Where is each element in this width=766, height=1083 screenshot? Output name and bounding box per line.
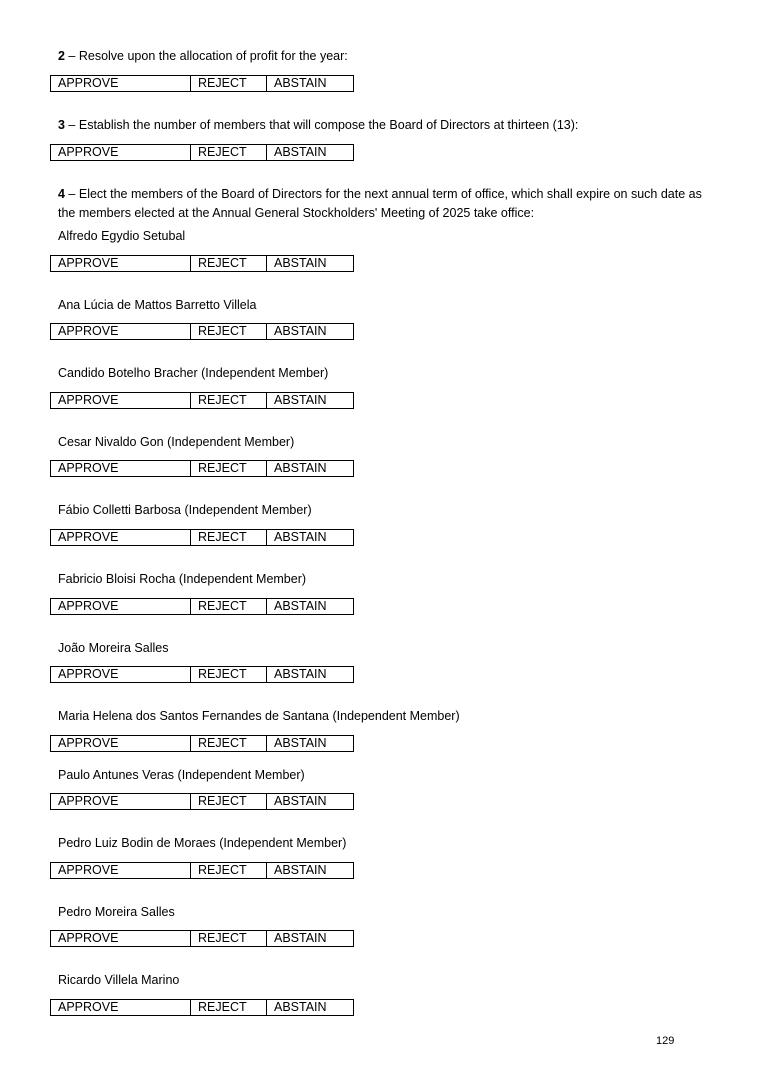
vote-box-candidate — [50, 323, 354, 340]
approve-option[interactable]: APPROVE — [51, 1000, 191, 1015]
candidate-name: João Moreira Salles — [58, 641, 169, 655]
candidate-name: Cesar Nivaldo Gon (Independent Member) — [58, 435, 295, 449]
vote-box-item-3 — [50, 144, 354, 161]
abstain-option[interactable]: ABSTAIN — [274, 1000, 327, 1014]
page-number: 129 — [656, 1035, 675, 1047]
approve-option[interactable]: APPROVE — [51, 256, 191, 271]
vote-box-candidate — [50, 529, 354, 546]
reject-option[interactable]: REJECT — [191, 667, 267, 682]
abstain-option[interactable]: ABSTAIN — [274, 863, 327, 877]
abstain-option[interactable]: ABSTAIN — [274, 256, 327, 270]
approve-option[interactable]: APPROVE — [51, 145, 191, 160]
approve-option[interactable]: APPROVE — [51, 76, 191, 91]
abstain-option[interactable]: ABSTAIN — [274, 145, 327, 159]
item-4-text: – Elect the members of the Board of Directors for the next annual term of office, which shall expire on such date as the members elected at the Annual General Stockholders' Meeting of 2025 take office: — [58, 187, 702, 220]
abstain-option[interactable]: ABSTAIN — [274, 324, 327, 338]
reject-option[interactable]: REJECT — [191, 530, 267, 545]
vote-box-candidate — [50, 999, 354, 1016]
item-3-heading — [58, 117, 578, 133]
item-2-text: – Resolve upon the allocation of profit for the year: — [64, 49, 348, 63]
reject-option[interactable]: REJECT — [191, 736, 267, 751]
vote-box-candidate — [50, 255, 354, 272]
candidate-name: Alfredo Egydio Setubal — [58, 229, 186, 243]
approve-option[interactable]: APPROVE — [51, 667, 191, 682]
candidate-name: Maria Helena dos Santos Fernandes de Santana (Independent Member) — [58, 709, 460, 723]
approve-option[interactable]: APPROVE — [51, 794, 191, 809]
vote-box-candidate — [50, 930, 354, 947]
candidate-name: Fabricio Bloisi Rocha (Independent Member) — [58, 572, 307, 586]
candidate-name: Ana Lúcia de Mattos Barretto Villela — [58, 298, 257, 312]
reject-option[interactable]: REJECT — [191, 145, 267, 160]
reject-option[interactable]: REJECT — [191, 393, 267, 408]
vote-box-candidate — [50, 735, 354, 752]
approve-option[interactable]: APPROVE — [51, 863, 191, 878]
candidate-name: Candido Botelho Bracher (Independent Member) — [58, 366, 329, 380]
candidate-name: Pedro Moreira Salles — [58, 905, 175, 919]
reject-option[interactable]: REJECT — [191, 256, 267, 271]
reject-option[interactable]: REJECT — [191, 863, 267, 878]
abstain-option[interactable]: ABSTAIN — [274, 794, 327, 808]
vote-box-candidate — [50, 598, 354, 615]
candidate-name: Pedro Luiz Bodin de Moraes (Independent Member) — [58, 836, 347, 850]
abstain-option[interactable]: ABSTAIN — [274, 931, 327, 945]
approve-option[interactable]: APPROVE — [51, 530, 191, 545]
approve-option[interactable]: APPROVE — [51, 599, 191, 614]
vote-box-item-2 — [50, 75, 354, 92]
abstain-option[interactable]: ABSTAIN — [274, 667, 327, 681]
item-4-number: 4 — [58, 187, 65, 201]
item-4-heading — [58, 185, 718, 223]
candidate-name: Ricardo Villela Marino — [58, 973, 180, 987]
reject-option[interactable]: REJECT — [191, 324, 267, 339]
candidate-name: Paulo Antunes Veras (Independent Member) — [58, 768, 305, 782]
candidate-name: Fábio Colletti Barbosa (Independent Member) — [58, 503, 312, 517]
item-2-heading — [58, 48, 348, 64]
approve-option[interactable]: APPROVE — [51, 931, 191, 946]
reject-option[interactable]: REJECT — [191, 794, 267, 809]
vote-box-candidate — [50, 666, 354, 683]
approve-option[interactable]: APPROVE — [51, 393, 191, 408]
abstain-option[interactable]: ABSTAIN — [274, 530, 327, 544]
reject-option[interactable]: REJECT — [191, 461, 267, 476]
abstain-option[interactable]: ABSTAIN — [274, 736, 327, 750]
approve-option[interactable]: APPROVE — [51, 461, 191, 476]
vote-box-candidate — [50, 460, 354, 477]
approve-option[interactable]: APPROVE — [51, 324, 191, 339]
abstain-option[interactable]: ABSTAIN — [274, 76, 327, 90]
item-3-number: 3 — [58, 118, 65, 132]
reject-option[interactable]: REJECT — [191, 599, 267, 614]
reject-option[interactable]: REJECT — [191, 931, 267, 946]
reject-option[interactable]: REJECT — [191, 76, 267, 91]
abstain-option[interactable]: ABSTAIN — [274, 393, 327, 407]
item-2-number: 2 — [58, 49, 65, 63]
abstain-option[interactable]: ABSTAIN — [274, 461, 327, 475]
item-3-text: – Establish the number of members that will compose the Board of Directors at thirteen (13): — [64, 118, 579, 132]
vote-box-candidate — [50, 392, 354, 409]
vote-box-candidate — [50, 793, 354, 810]
reject-option[interactable]: REJECT — [191, 1000, 267, 1015]
vote-box-candidate — [50, 862, 354, 879]
abstain-option[interactable]: ABSTAIN — [274, 599, 327, 613]
approve-option[interactable]: APPROVE — [51, 736, 191, 751]
